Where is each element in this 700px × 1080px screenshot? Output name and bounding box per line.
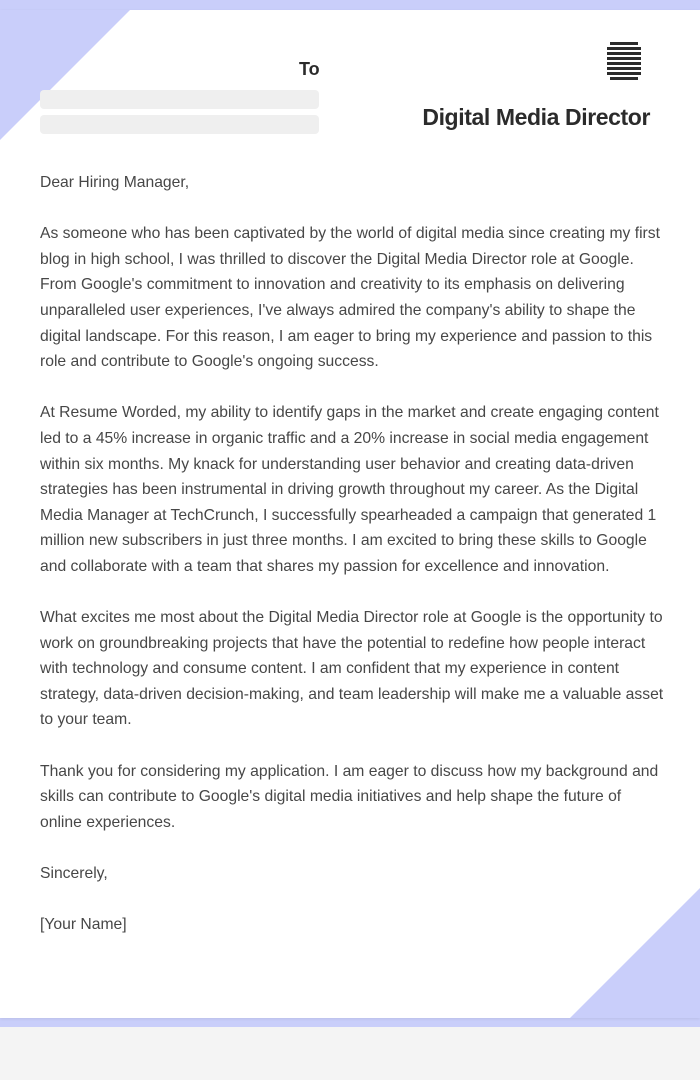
cover-letter-page [0, 10, 700, 1018]
letter-body [40, 170, 665, 963]
letter-salutation: Dear Hiring Manager, [40, 174, 190, 191]
recipient-to-label: To [299, 59, 320, 79]
recipient-address-placeholder-line-2 [40, 115, 319, 134]
job-title-heading: Digital Media Director [422, 104, 650, 130]
letter-signature: [Your Name] [40, 916, 127, 934]
document-lines-icon [607, 42, 641, 82]
letter-paragraph-3: What excites me most about the Digital Media Director role at Google is the opportunity to work on groundbreaking projects that have the potential to redefine how people interact with technology and consume content. I am confident that my experience in content strategy, data-driven decision-making, and team leadership will make me a valuable asset to your team. [40, 609, 664, 729]
letter-paragraph-1: As someone who has been captivated by the world of digital media since creating my first blog in high school, I was thrilled to discover the Digital Media Director role at Google. From Google's commitment to innovation and creativity to its emphasis on delivering unparalleled user experiences, I've always admired the company's ability to shape the digital landscape. For this reason, I am eager to bring my experience and passion to this role and contribute to Google's ongoing success. [40, 225, 660, 371]
letter-closing: Sincerely, [40, 865, 108, 883]
letter-paragraph-4: Thank you for considering my application. I am eager to discuss how my background and skills can contribute to Google's digital media initiatives and help shape the future of online experiences. [40, 762, 659, 831]
letter-paragraph-2: At Resume Worded, my ability to identify gaps in the market and create engaging content led to a 45% increase in organic traffic and a 20% increase in social media engagement within six months. My knack for understanding user behavior and creating data-driven strategies has been instrumental in driving growth throughout my career. As the Digital Media Manager at TechCrunch, I successfully spearheaded a campaign that generated 1 million new subscribers in just three months. I am excited to bring these skills to Google and collaborate with a team that shares my passion for excellence and innovation. [40, 404, 659, 575]
recipient-address-placeholder-line-1 [40, 90, 319, 109]
